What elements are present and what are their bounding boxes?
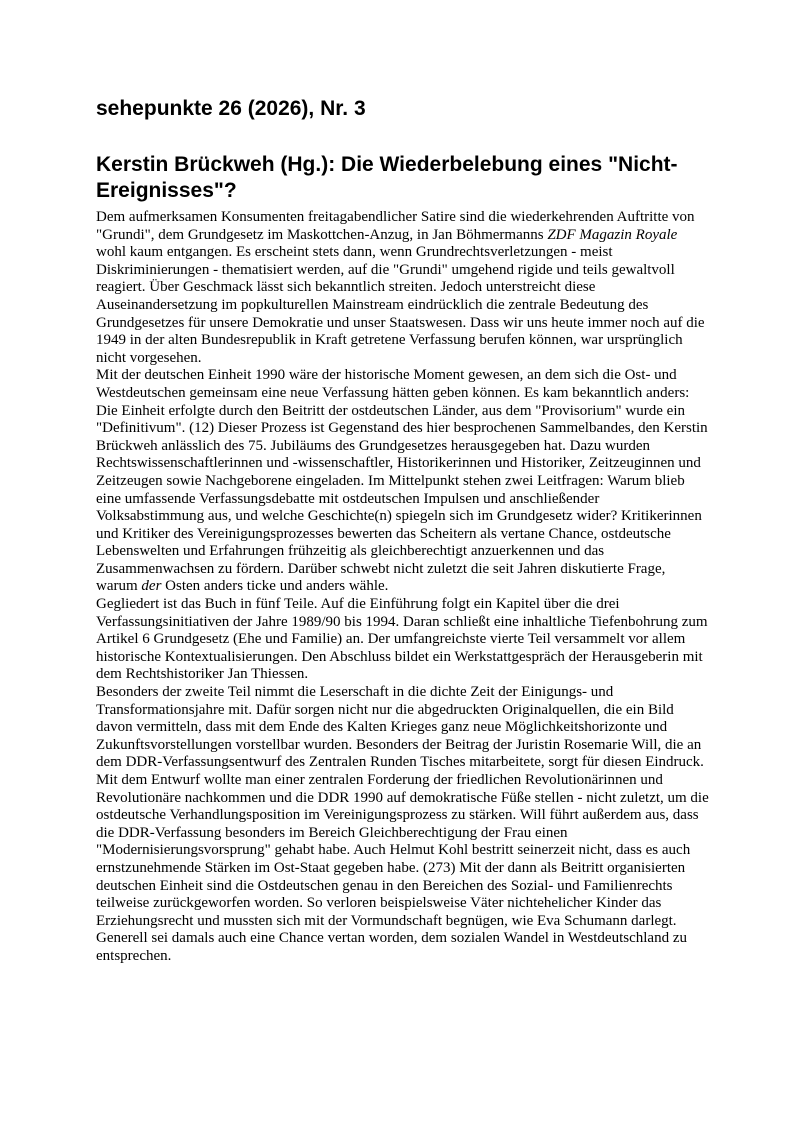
review-title: Kerstin Brückweh (Hg.): Die Wiederbelebung eines "Nicht-Ereignisses"? xyxy=(96,153,678,202)
paragraph xyxy=(96,209,710,367)
emphasis-text: ZDF Magazin Royale xyxy=(547,226,678,243)
paragraph-text: Dem aufmerksamen Konsumenten freitagabendlicher Satire sind die wiederkehrenden Auftritte von "Grundi", dem Grundgesetz im Maskottchen-Anzug, in Jan Böhmermanns xyxy=(96,209,695,243)
paragraph xyxy=(96,367,710,596)
journal-issue-heading: sehepunkte 26 (2026), Nr. 3 xyxy=(96,97,366,120)
paragraph-text: wohl kaum entgangen. Es erscheint stets dann, wenn Grundrechtsverletzungen - meist Diskriminierungen - thematisiert werden, auf die "Grundi" umgehend rigide und teils gewaltvoll reagiert. Über Geschmack lässt sich bekanntlich streiten. Jedoch unterstreicht diese Auseinandersetzung im popkulturellen Mainstream eindrücklich die zentrale Bedeutung des Grundgesetzes für unsere Demokratie und unser Staatswesen. Dass wir uns heute immer noch auf die 1949 in der alten Bundesrepublik in Kraft getretene Verfassung berufen können, war ursprünglich nicht vorgesehen. xyxy=(96,244,705,366)
paragraph-text: Gegliedert ist das Buch in fünf Teile. Auf die Einführung folgt ein Kapitel über die drei Verfassungsinitiativen der Jahre 1989/90 bis 1994. Daran schließt eine inhaltliche Tiefenbohrung zum Artikel 6 Grundgesetz (Ehe und Familie) an. Der umfangreichste vierte Teil versammelt vor allem historische Kontextualisierungen. Den Abschluss bildet ein Werkstattgespräch der Herausgeberin mit dem Rechtshistoriker Jan Thiessen. xyxy=(96,596,708,683)
paragraph-text: Osten anders ticke und anders wähle. xyxy=(161,578,389,595)
paragraph-text: Besonders der zweite Teil nimmt die Leserschaft in die dichte Zeit der Einigungs- und Transformationsjahre mit. Dafür sorgen nicht nur die abgedruckten Originalquellen, die ein Bild davon vermitteln, dass mit dem Ende des Kalten Krieges ganz neue Möglichkeitshorizonte und Zukunftsvorstellungen vorstellbar wurden. Besonders der Beitrag der Juristin Rosemarie Will, die an dem DDR-Verfassungsentwurf des Zentralen Runden Tisches mitarbeitete, sorgt für diesen Eindruck. Mit dem Entwurf wollte man einer zentralen Forderung der friedlichen Revolutionärinnen und Revolutionäre nachkommen und die DDR 1990 auf demokratische Füße stellen - nicht zuletzt, um die ostdeutsche Verhandlungsposition im Vereinigungsprozess zu stärken. Will führt außerdem aus, dass die DDR-Verfassung besonders im Bereich Gleichberechtigung der Frau einen "Modernisierungsvorsprung" gehabt habe. Auch Helmut Kohl bestritt seinerzeit nicht, dass es auch ernstzunehmende Stärken im Ost-Staat gegeben habe. (273) Mit der dann als Beitritt organisierten deutschen Einheit sind die Ostdeutschen genau in den Bereichen des Sozial- und Familienrechts teilweise zurückgeworfen worden. So verloren beispielsweise Väter nichtehelicher Kinder das Erziehungsrecht und mussten sich mit der Vormundschaft begnügen, wie Eva Schumann darlegt. Generell sei damals auch eine Chance vertan worden, dem sozialen Wandel in Westdeutschland zu entsprechen. xyxy=(96,684,709,964)
paragraph-text: Mit der deutschen Einheit 1990 wäre der historische Moment gewesen, an dem sich die Ost- und Westdeutschen gemeinsam eine neue Verfassung hätten geben können. Es kam bekanntlich anders: Die Einheit erfolgte durch den Beitritt der ostdeutschen Länder, aus dem "Provisorium" wurde ein "Definitivum". (12) Dieser Prozess ist Gegenstand des hier besprochenen Sammelbandes, den Kerstin Brückweh anlässlich des 75. Jubiläums des Grundgesetzes herausgegeben hat. Dazu wurden Rechtswissenschaftlerinnen und -wissenschaftler, Historikerinnen und Historiker, Zeitzeuginnen und Zeitzeugen sowie Nachgeborene eingeladen. Im Mittelpunkt stehen zwei Leitfragen: Warum blieb eine umfassende Verfassungsdebatte mit ostdeutschen Impulsen und anschließender Volksabstimmung aus, und welche Geschichte(n) spiegeln sich im Grundgesetz wider? Kritikerinnen und Kritiker des Vereinigungsprozesses bewerten das Scheitern als vertane Chance, ostdeutsche Lebenswelten und Erfahrungen frühzeitig als gleichberechtigt anzuerkennen und das Zusammenwachsen zu fördern. Darüber schwebt nicht zuletzt die seit Jahren diskutierte Frage, warum xyxy=(96,367,708,595)
emphasis-text: der xyxy=(141,578,162,595)
paragraph xyxy=(96,684,710,966)
paragraph xyxy=(96,596,710,684)
review-body xyxy=(96,209,710,966)
review-page xyxy=(96,96,710,966)
